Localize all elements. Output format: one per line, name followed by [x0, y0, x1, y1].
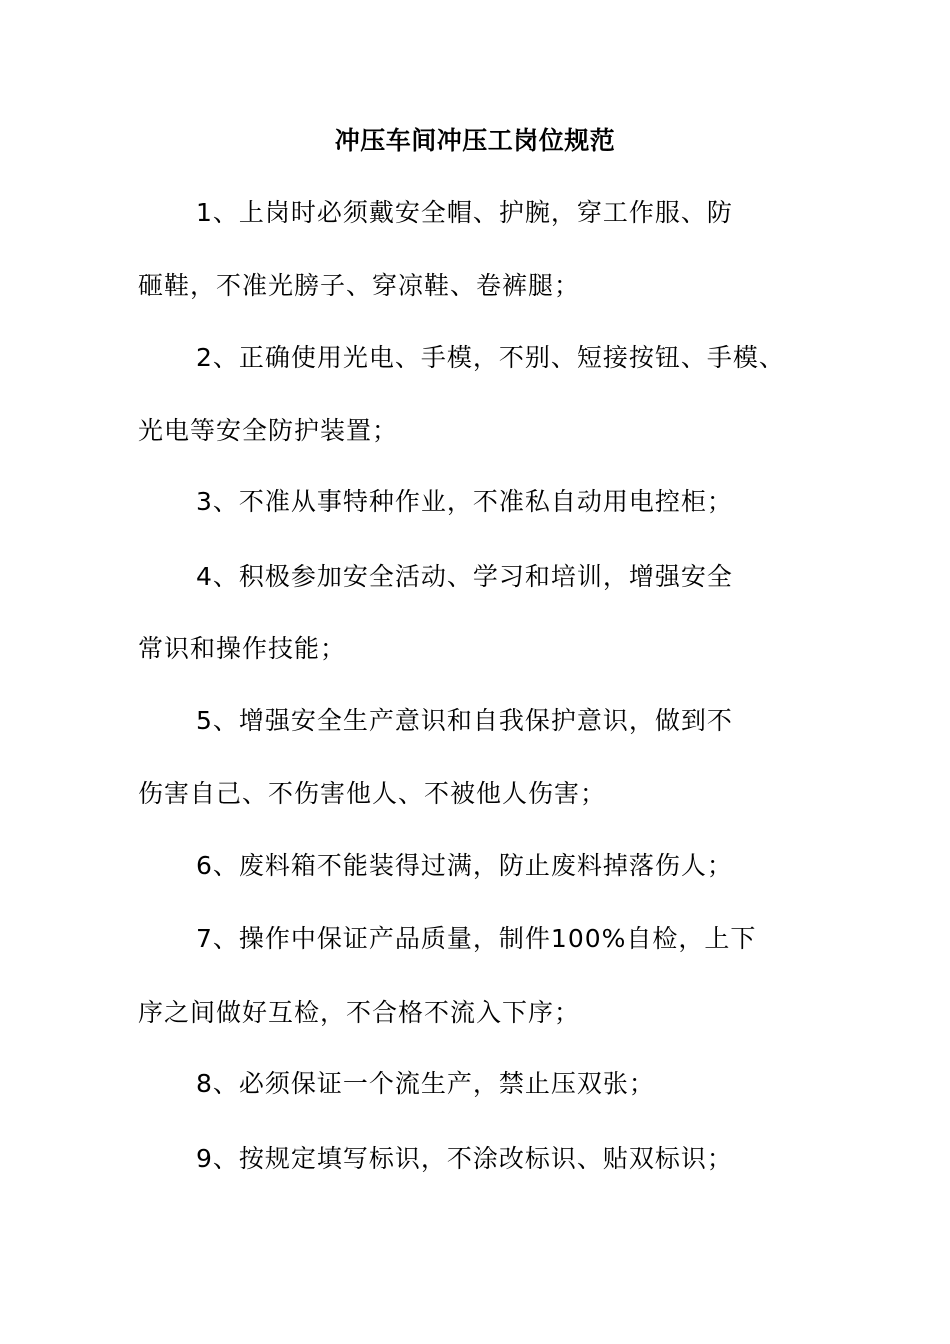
- rule-5-line-1: 5、增强安全生产意识和自我保护意识，做到不: [196, 706, 733, 735]
- rule-4-line-2: 常识和操作技能；: [138, 634, 347, 663]
- rule-7-line-1: 7、操作中保证产品质量，制件100%自检，上下: [196, 924, 757, 953]
- rule-1-line-2: 砸鞋，不准光膀子、穿凉鞋、卷裤腿；: [138, 271, 581, 300]
- rule-4-line-1: 4、积极参加安全活动、学习和培训，增强安全: [196, 562, 733, 591]
- rule-1-line-1: 1、上岗时必须戴安全帽、护腕，穿工作服、防: [196, 198, 733, 227]
- rule-2-line-1: 2、正确使用光电、手模，不别、短接按钮、手模、: [196, 343, 785, 372]
- rule-9-line-1: 9、按规定填写标识，不涂改标识、贴双标识；: [196, 1144, 733, 1173]
- rule-7-line-2: 序之间做好互检，不合格不流入下序；: [138, 998, 581, 1027]
- rule-8-line-1: 8、必须保证一个流生产，禁止压双张；: [196, 1069, 655, 1098]
- rule-2-line-2: 光电等安全防护装置；: [138, 416, 399, 445]
- rule-3-line-1: 3、不准从事特种作业，不准私自动用电控柜；: [196, 487, 733, 516]
- rule-5-line-2: 伤害自己、不伤害他人、不被他人伤害；: [138, 779, 607, 808]
- rule-6-line-1: 6、废料箱不能装得过满，防止废料掉落伤人；: [196, 851, 733, 880]
- document-title: 冲压车间冲压工岗位规范: [334, 126, 616, 155]
